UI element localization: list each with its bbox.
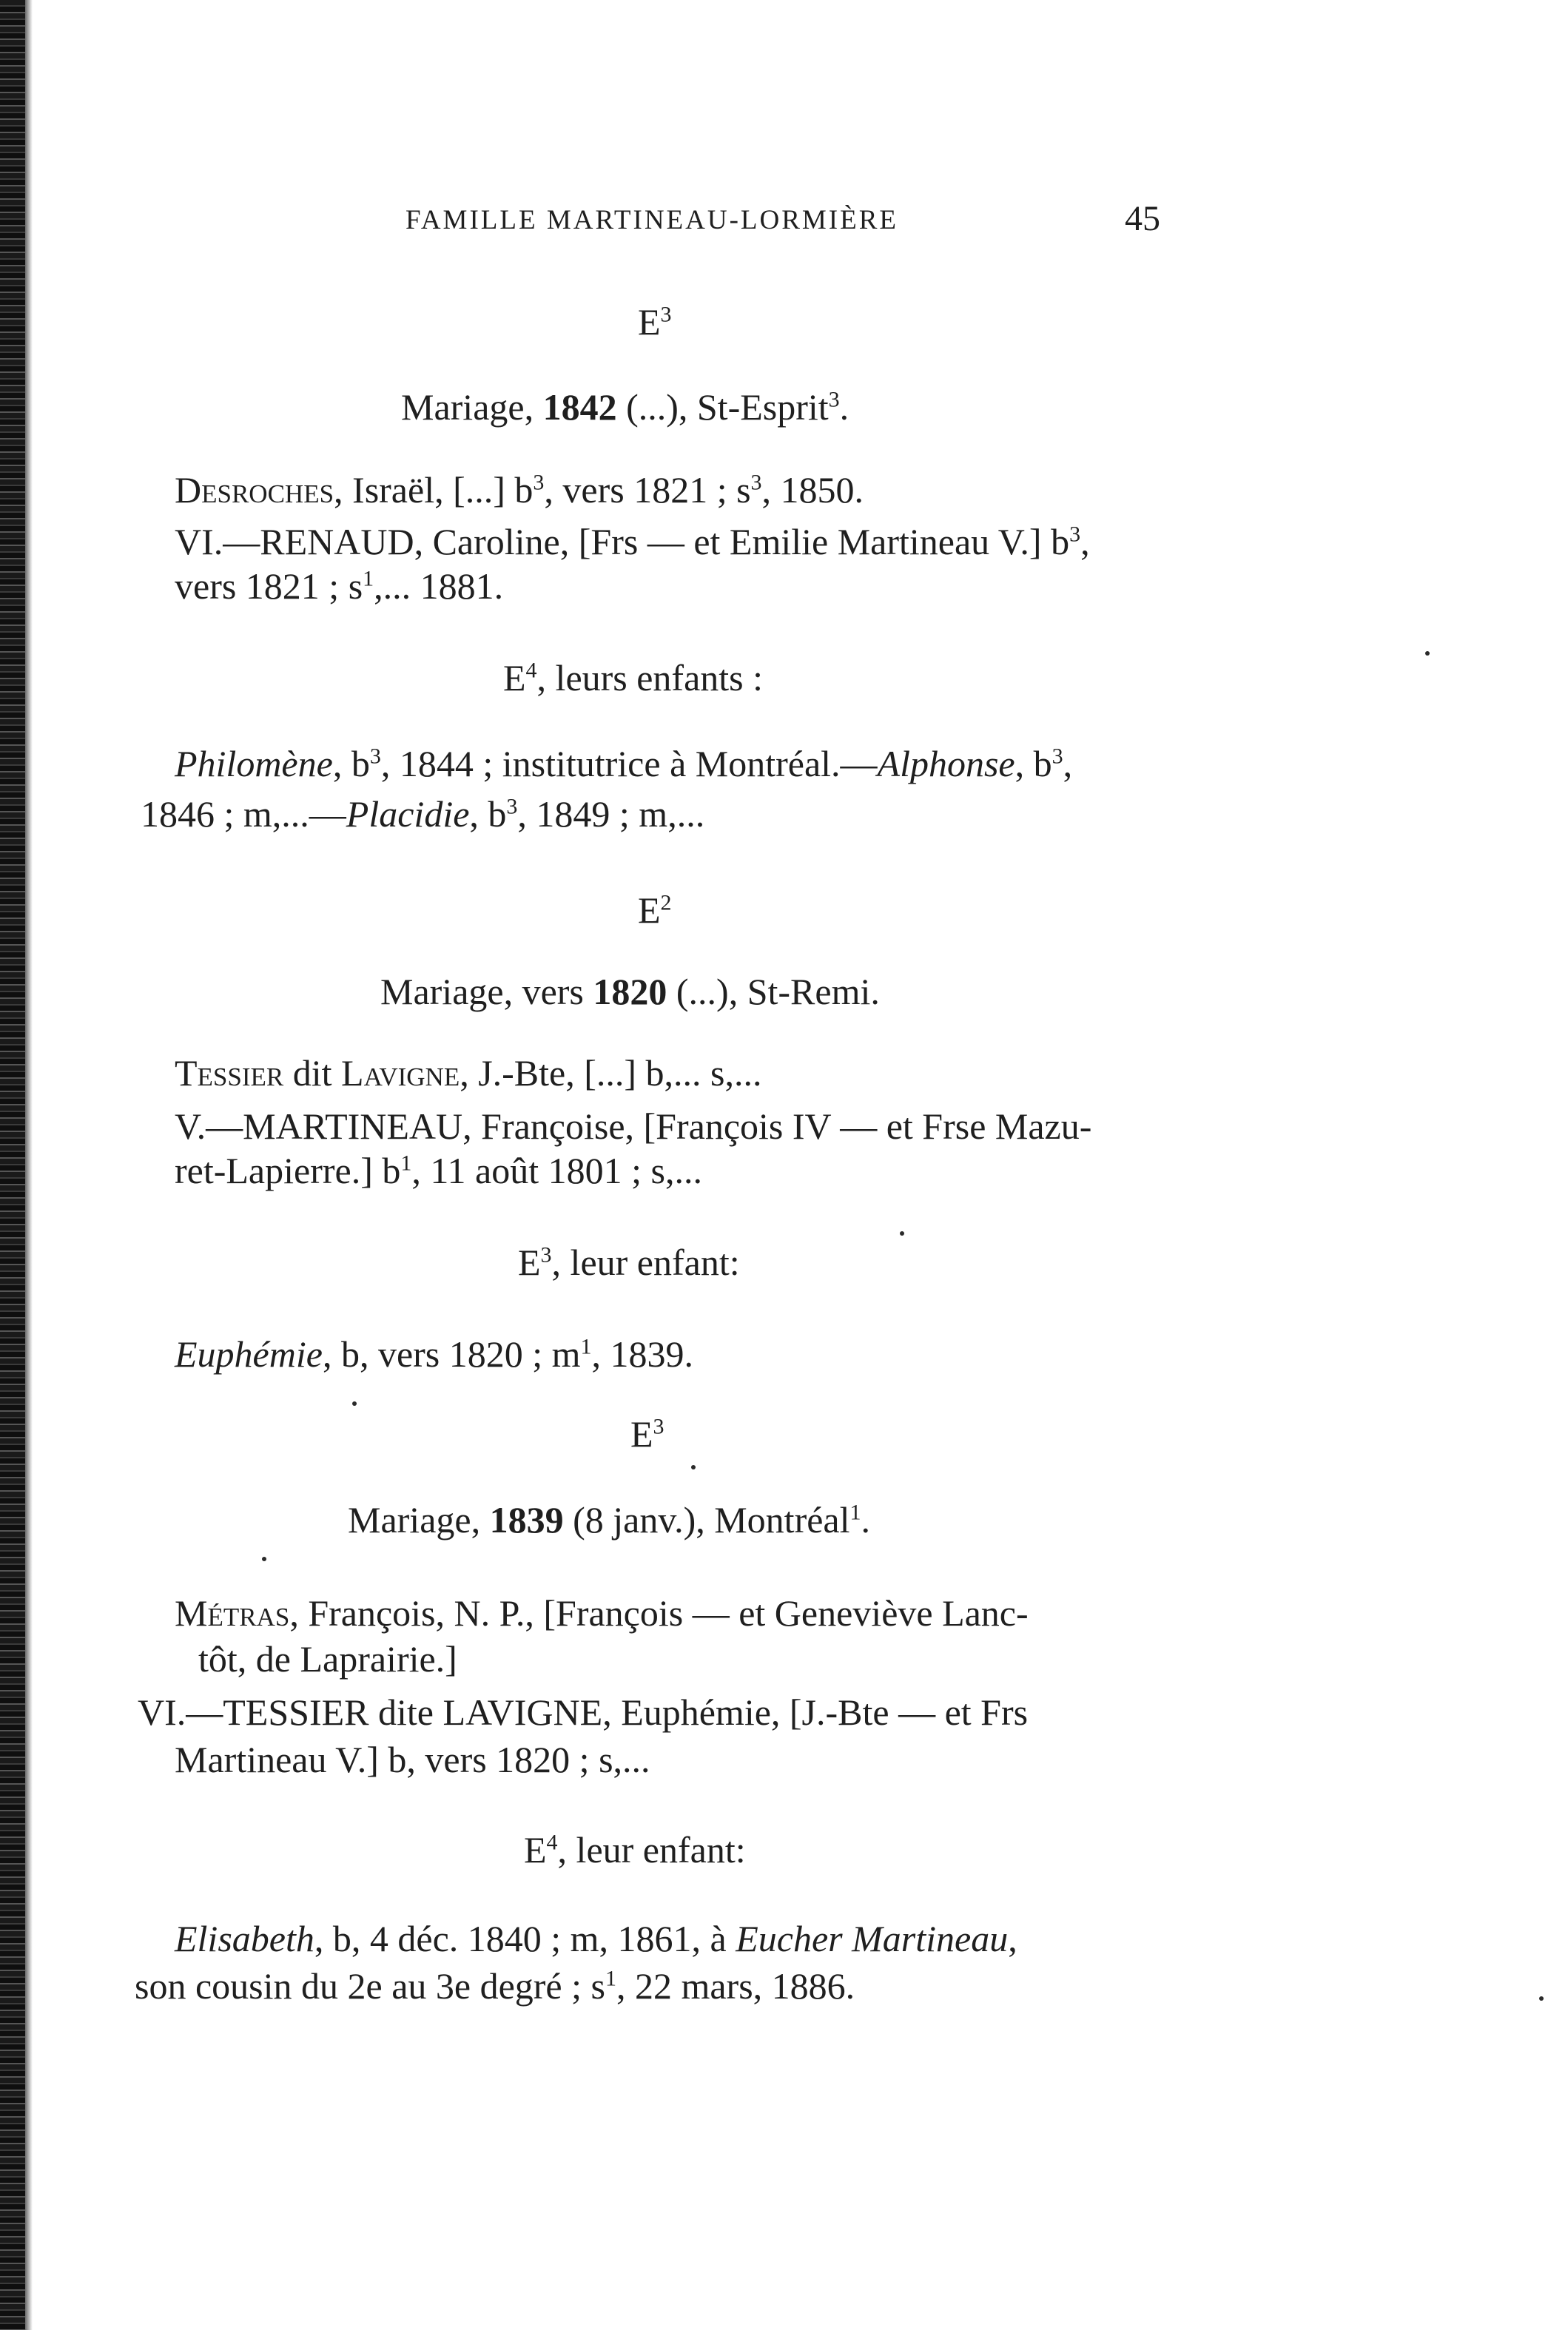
children-heading: $E^4$, leurs enfants :: [503, 657, 764, 698]
spouse-entry-husband: Tessier dit Lavigne, J.-Bte, [...] b,... s,...: [175, 1052, 762, 1094]
spouse-entry-wife-line2: vers 1821 ; $s^1$,... 1881.: [175, 565, 504, 607]
marriage-line: Mariage, 1842 (...), St-Esprit$^3$.: [401, 386, 849, 428]
spouse-entry-wife-line1: VI.—RENAUD, Caroline, [Frs — et Emilie Martineau V.] $b^3$,: [175, 521, 1090, 562]
generation-marker: $E^2$: [638, 889, 672, 931]
marriage-line: Mariage, 1839 (8 janv.), Montréal$^1$.: [348, 1499, 870, 1541]
scan-speck: [262, 1557, 266, 1561]
scan-speck: [691, 1465, 696, 1469]
book-binding-edge: [0, 0, 25, 2330]
children-line1: Philomène, $b^3$, 1844 ; institutrice à Montréal.—Alphonse, $b^3$,: [175, 743, 1073, 784]
children-line1: Elisabeth, b, 4 déc. 1840 ; m, 1861, à Eucher Martineau,: [175, 1918, 1017, 1959]
spouse-entry-husband-line1: Métras, François, N. P., [François — et Geneviève Lanc-: [175, 1592, 1029, 1634]
page-number: 45: [1125, 199, 1160, 238]
children-line2: 1846 ; m,...—Placidie, $b^3$, 1849 ; m,...: [141, 793, 705, 835]
scan-speck: [900, 1231, 904, 1236]
spouse-entry-husband-line2: tôt, de Laprairie.]: [198, 1638, 457, 1680]
children-heading: $E^3$, leur enfant:: [518, 1242, 740, 1283]
children-line1: Euphémie, b, vers 1820 ; $m^1$, 1839.: [175, 1333, 694, 1375]
running-header-title: FAMILLE MARTINEAU-LORMIÈRE: [406, 205, 899, 235]
binding-shadow: [25, 0, 33, 2330]
spouse-entry-wife-line2: Martineau V.] b, vers 1820 ; s,...: [175, 1739, 650, 1780]
spouse-entry-wife-line1: VI.—TESSIER dite LAVIGNE, Euphémie, [J.-Bte — et Frs: [138, 1691, 1029, 1733]
spouse-entry-wife-line2: ret-Lapierre.] $b^1$, 11 août 1801 ; s,...: [175, 1150, 702, 1191]
marriage-line: Mariage, vers 1820 (...), St-Remi.: [380, 971, 880, 1012]
scan-speck: [1425, 651, 1430, 656]
children-line2: son cousin du 2e au 3e degré ; $s^1$, 22 mars, 1886.: [135, 1965, 855, 2007]
spouse-entry-husband: Desroches, Israël, [...] $b^3$, vers 1821 ; $s^3$, 1850.: [175, 469, 864, 511]
children-heading: $E^4$, leur enfant:: [524, 1829, 746, 1871]
scan-speck: [352, 1401, 357, 1406]
generation-marker: $E^3$: [630, 1413, 664, 1455]
spouse-entry-wife-line1: V.—MARTINEAU, Françoise, [François IV — et Frse Mazu-: [175, 1105, 1092, 1147]
scan-speck: [1539, 1996, 1544, 2001]
generation-marker: $E^3$: [638, 301, 672, 343]
